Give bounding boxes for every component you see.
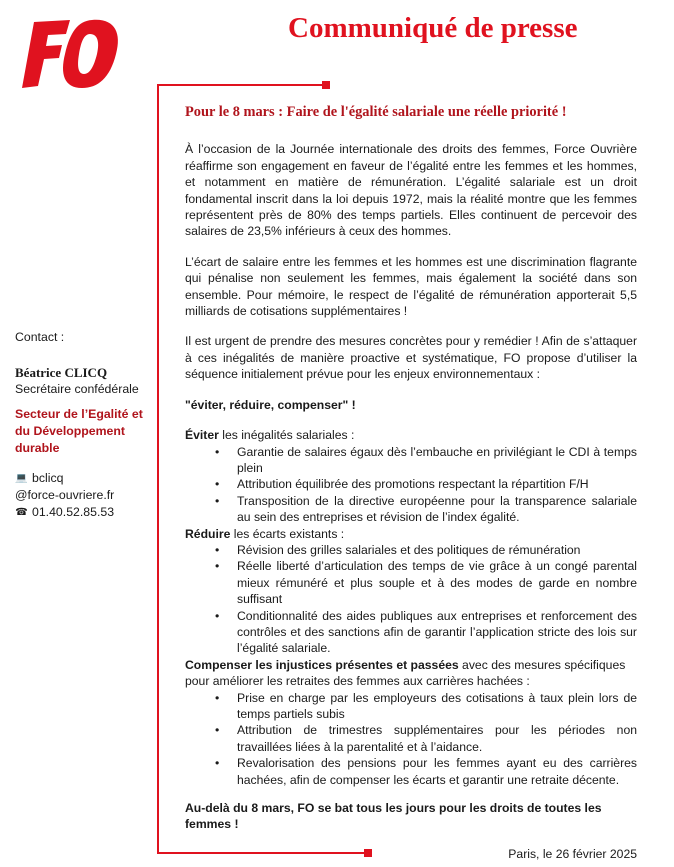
paragraph: Il est urgent de prendre des mesures concrètes pour y remédier ! Afin de s’attaquer à ces inégalités de manière proactive et systématique, FO propose d’utiliser la séquence initialement prévue pour les enjeux environnementaux : [185, 334, 637, 382]
contact-sidebar [15, 329, 155, 521]
frame-corner-square [322, 81, 330, 89]
contact-name: Béatrice CLICQ [15, 365, 108, 380]
section-heading-eviter: Éviter les inégalités salariales : [185, 428, 355, 443]
list-item: • Transposition de la directive européenne pour la transparence salariale au sein des entreprises et révision de l’index égalité. [237, 493, 637, 526]
section-heading-reduire: Réduire les écarts existants : [185, 526, 345, 541]
frame-left-rule [157, 84, 159, 854]
list-item: • Révision des grilles salariales et des politiques de rémunération [237, 542, 637, 558]
contact-email-user[interactable]: 💻 bclicq [15, 471, 64, 485]
paragraph: À l’occasion de la Journée internationale des droits des femmes, Force Ouvrière réaffirme son engagement en faveur de l’égalité entre les femmes et les hommes, et notamment en matière de rémunération. L’égalité salariale est un droit fondamental inscrit dans la loi depuis 1972, mais la réalité montre que les femmes représentent près de 80% des temps partiels. Elles continuent de percevoir des salaires de 23,5% inférieurs à ceux des hommes. [185, 142, 637, 239]
press-release-body [185, 104, 637, 862]
bullet-list-eviter [185, 444, 637, 526]
computer-icon: 💻 [15, 473, 28, 484]
list-item: • Réelle liberté d’articulation des temps de vie grâce à un congé parental mieux rémunéré et plus souple et à des modes de garde en nombre suffisant [237, 558, 637, 607]
list-item: • Attribution équilibrée des promotions respectant la répartition F/H [237, 476, 637, 492]
fo-logo-mark [18, 14, 128, 94]
list-item: • Garantie de salaires égaux dès l’embauche en privilégiant le CDI à temps plein [237, 444, 637, 477]
contact-label: Contact : [15, 330, 65, 344]
bullet-list-reduire [185, 542, 637, 657]
bullet-list-compenser [185, 690, 637, 788]
page-title: Communiqué de presse [288, 12, 578, 44]
closing-statement: Au-delà du 8 mars, FO se bat tous les jours pour les droits de toutes les femmes ! [185, 801, 602, 832]
contact-role: Secrétaire confédérale [15, 382, 139, 396]
article-headline: Pour le 8 mars : Faire de l'égalité salariale une réelle priorité ! [185, 104, 567, 120]
date-line: Paris, le 26 février 2025 [508, 846, 637, 861]
list-item: • Revalorisation des pensions pour les femmes ayant eu des carrières hachées, afin de compenser les écarts et garantir une retraite décente. [237, 755, 637, 788]
contact-phone: ☎ 01.40.52.85.53 [15, 505, 115, 519]
slogan: "éviter, réduire, compenser" ! [185, 397, 356, 412]
contact-sector: Secteur de l’Egalité et du Développement durable [15, 407, 143, 455]
paragraph: L’écart de salaire entre les femmes et les hommes est une discrimination flagrante qui pénalise non seulement les femmes, mais également la société dans son ensemble. Pour mémoire, le respect de l’égalité de rémunération apporterait 5,5 milliards de cotisations supplémentaires ! [185, 254, 637, 319]
frame-top-rule [157, 84, 327, 86]
phone-icon: ☎ [15, 507, 28, 518]
fo-logo [18, 14, 128, 94]
list-item: • Conditionnalité des aides publiques aux entreprises et renforcement des contrôles et des sanctions afin de garantir l’application stricte des lois sur l’égalité salariale. [237, 608, 637, 657]
contact-email-domain[interactable]: @force-ouvriere.fr [15, 488, 115, 502]
list-item: • Prise en charge par les employeurs des cotisations à taux plein lors de temps partiels subis [237, 690, 637, 723]
list-item: • Attribution de trimestres supplémentaires pour les périodes non travaillées liées à la parentalité et à l’aidance. [237, 722, 637, 755]
section-heading-compenser: Compenser les injustices présentes et passées avec des mesures spécifiques pour améliorer les retraites des femmes aux carrières hachées : [185, 657, 626, 689]
